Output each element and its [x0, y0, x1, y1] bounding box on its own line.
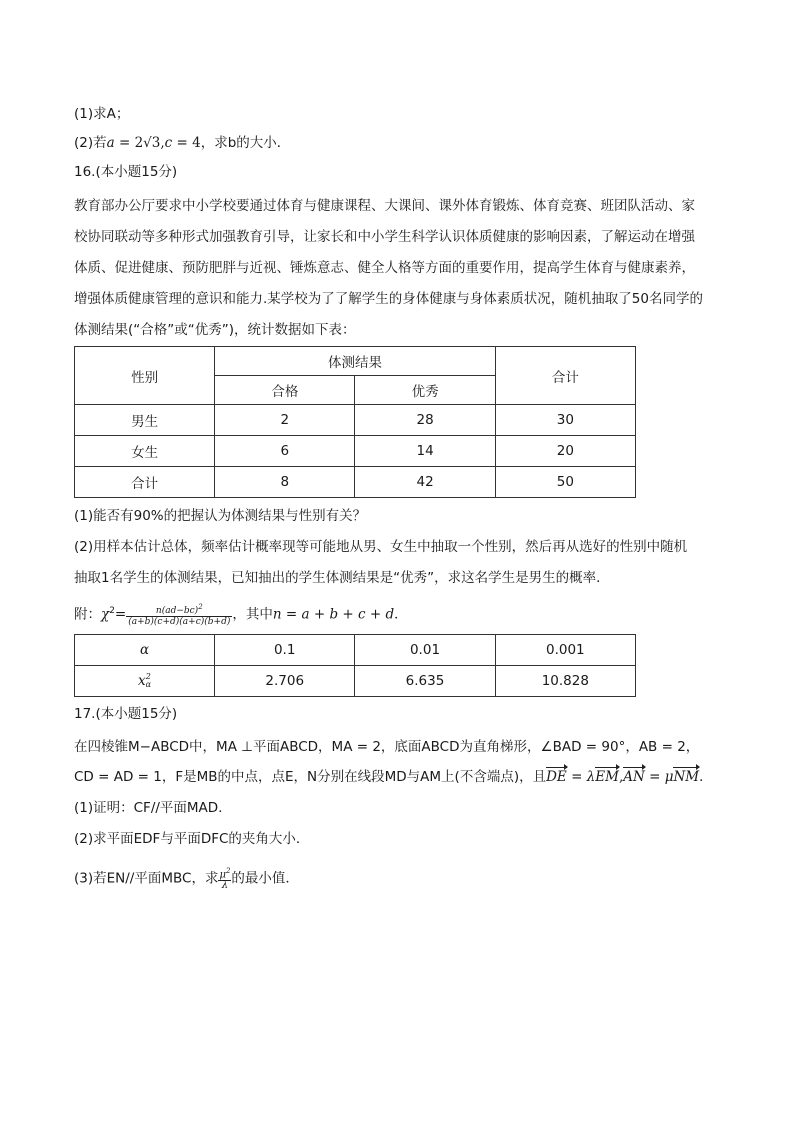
- cell-total: 20: [495, 436, 635, 467]
- alpha-value: 0.01: [355, 635, 495, 666]
- cell-excellent: 28: [355, 405, 495, 436]
- cell-excellent: 14: [355, 436, 495, 467]
- formula-end: ．: [394, 606, 408, 623]
- q15-part2-prefix: (2)若: [74, 135, 107, 151]
- q17-line-1: 在四棱锥M−ABCD中，MA ⊥平面ABCD，MA = 2，底面ABCD为直角梯形，∠BAD = 90°，AB = 2，: [74, 739, 700, 755]
- row-label: 合计: [75, 467, 215, 498]
- q16-part2-line-2: 抽取1名学生的体测结果，已知抽出的学生体测结果是“优秀”，求这名学生是男生的概率．: [74, 570, 610, 586]
- results-table: [74, 346, 636, 498]
- q17-part3-suffix: 的最小值．: [231, 870, 299, 887]
- header-pass: 合格: [215, 376, 355, 405]
- cell-excellent: 42: [355, 467, 495, 498]
- q17-part3-prefix: (3)若EN//平面MBC，求: [74, 870, 219, 887]
- formula-mid: ，其中: [232, 606, 273, 623]
- q17-part3: [74, 866, 299, 891]
- q15-part1: (1)求A；: [74, 106, 130, 122]
- header-result: 体测结果: [215, 347, 495, 376]
- chi-square-fraction: $\frac{n(ad-bc)^2}{(a+b)(c+d)(a+c)(b+d)}$: [128, 603, 231, 627]
- table-row: [75, 405, 636, 436]
- critical-value: 2.706: [215, 666, 355, 697]
- q16-part1: (1)能否有90%的把握认为体测结果与性别有关？: [74, 508, 367, 524]
- mu-squared-over-lambda: $\frac{\mu^2}{\lambda}$: [219, 867, 231, 892]
- alpha-value: 0.001: [495, 635, 635, 666]
- critical-value: 10.828: [495, 666, 635, 697]
- q17-part2: (2)求平面EDF与平面DFC的夹角大小．: [74, 831, 310, 847]
- q17-line-2-text: CD = AD = 1，F是MB的中点，点E，N分别在线段MD与AM上(不含端点)，且: [74, 769, 547, 785]
- q17-part1: (1)证明：CF//平面MAD．: [74, 800, 232, 816]
- critical-x-label: x 2 α: [75, 666, 215, 697]
- cell-total: 50: [495, 467, 635, 498]
- cell-total: 30: [495, 405, 635, 436]
- q16-part2-line-1: (2)用样本估计总体，频率估计概率现等可能地从男、女生中抽取一个性别，然后再从选好的性别中随机: [74, 539, 688, 555]
- alpha-value: 0.1: [215, 635, 355, 666]
- cell-pass: 8: [215, 467, 355, 498]
- cell-pass: 2: [215, 405, 355, 436]
- table-row: [75, 635, 636, 666]
- q16-para-line-5: 体测结果(“合格”或“优秀”)，统计数据如下表：: [74, 322, 356, 338]
- q16-para-line-4: 增强体质健康管理的意识和能力.某学校为了了解学生的身体健康与身体素质状况，随机抽取了50名同学的: [74, 291, 703, 307]
- critical-value: 6.635: [355, 666, 495, 697]
- row-label: 男生: [75, 405, 215, 436]
- q15-part2: (2)若a = 2√3,c = 4，求b的大小．: [74, 135, 291, 151]
- q15-part2-suffix: ，求b的大小．: [200, 135, 291, 151]
- formula-prefix: 附：: [74, 606, 101, 623]
- table-row: [75, 436, 636, 467]
- header-total: 合计: [495, 347, 635, 405]
- q17-header: 17.(本小题15分): [74, 706, 178, 722]
- q16-header: 16.(本小题15分): [74, 164, 178, 180]
- header-excellent: 优秀: [355, 376, 495, 405]
- q16-para-line-2: 校协同联动等多种形式加强教育引导，让家长和中小学生科学认识体质健康的影响因素，了解运动在增强: [74, 229, 695, 245]
- chi-square-formula: 附：$\chi^2=$ $\frac{n(ad-bc)^2}{(a+b)(c+d)(a+c)(b+d)}$ ，其中n = a + b + c + d．: [74, 603, 408, 627]
- q16-para-line-3: 体质、促进健康、预防肥胖与近视、锤炼意志、健全人格等方面的重要作用，提高学生体育与健康素养，: [74, 260, 695, 276]
- header-gender: 性别: [75, 347, 215, 405]
- q17-line-2: CD = AD = 1，F是MB的中点，点E，N分别在线段MD与AM上(不含端点)，且DE = λEM,AN = μNM．: [74, 769, 713, 785]
- row-label: 女生: [75, 436, 215, 467]
- q15-given-values: a: [106, 135, 115, 151]
- table-row: [75, 666, 636, 697]
- alpha-label: α: [75, 635, 215, 666]
- cell-pass: 6: [215, 436, 355, 467]
- critical-value-table: [74, 634, 636, 697]
- table-row: [75, 467, 636, 498]
- q16-para-line-1: 教育部办公厅要求中小学校要通过体育与健康课程、大课间、课外体育锻炼、体育竞赛、班团队活动、家: [74, 198, 695, 214]
